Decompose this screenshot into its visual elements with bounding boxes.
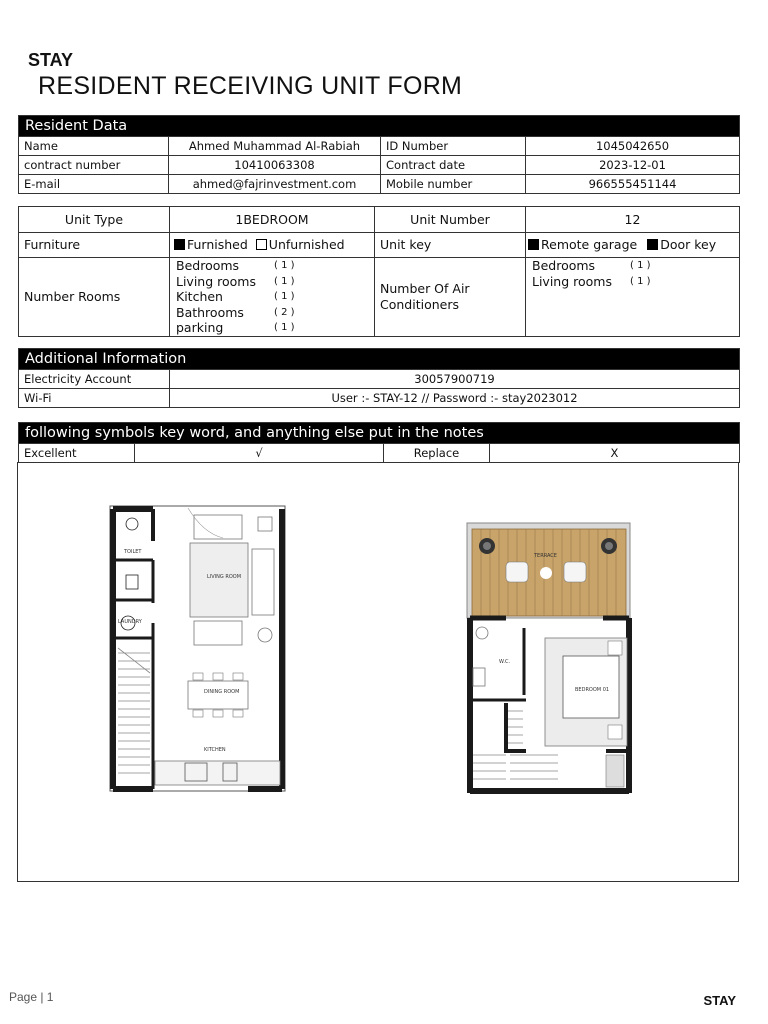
unit-type-label: Unit Type bbox=[19, 207, 170, 233]
symbols-key-table bbox=[18, 422, 740, 463]
ac-row bbox=[532, 258, 733, 274]
ac-count[interactable]: ( 1 ) bbox=[630, 275, 651, 287]
door-key-label: Door key bbox=[660, 237, 717, 252]
terrace-label: TERRACE bbox=[534, 553, 557, 559]
furnished-checkbox[interactable] bbox=[174, 239, 185, 250]
contract-number-label: contract number bbox=[19, 156, 169, 175]
room-name: Kitchen bbox=[176, 289, 223, 304]
page-number: Page | 1 bbox=[9, 990, 54, 1004]
floor-plans-panel bbox=[17, 462, 739, 882]
upper-floor-plan bbox=[18, 463, 738, 881]
room-count[interactable]: ( 1 ) bbox=[274, 260, 295, 271]
furniture-options bbox=[170, 233, 375, 258]
ac-row bbox=[532, 274, 733, 290]
room-name: Bedrooms bbox=[176, 258, 240, 273]
replace-symbol: X bbox=[490, 444, 740, 463]
room-row bbox=[176, 320, 368, 336]
additional-info-table bbox=[18, 348, 740, 408]
contract-date-value[interactable]: 2023-12-01 bbox=[526, 156, 740, 175]
room-row bbox=[176, 274, 368, 290]
dining-room-label: DINING ROOM bbox=[204, 689, 240, 695]
room-count[interactable]: ( 1 ) bbox=[274, 322, 295, 333]
remote-garage-label: Remote garage bbox=[541, 237, 638, 252]
wifi-value[interactable]: User :- STAY-12 // Password :- stay2023012 bbox=[170, 389, 740, 408]
resident-data-table bbox=[18, 115, 740, 194]
brand-logo: STAY bbox=[28, 50, 74, 70]
id-number-label: ID Number bbox=[381, 137, 526, 156]
unit-type-value[interactable]: 1BEDROOM bbox=[170, 207, 375, 233]
ac-list bbox=[526, 258, 740, 337]
footer-brand-logo: STAY bbox=[703, 993, 736, 1008]
room-count[interactable]: ( 1 ) bbox=[274, 291, 295, 302]
excellent-label: Excellent bbox=[19, 444, 135, 463]
additional-info-header: Additional Information bbox=[19, 349, 740, 370]
replace-label: Replace bbox=[384, 444, 490, 463]
room-row bbox=[176, 289, 368, 305]
email-label: E-mail bbox=[19, 175, 169, 194]
unit-number-label: Unit Number bbox=[375, 207, 526, 233]
page-title: RESIDENT RECEIVING UNIT FORM bbox=[38, 72, 463, 100]
room-row bbox=[176, 305, 368, 321]
ac-room-name: Bedrooms bbox=[532, 258, 596, 273]
unit-key-label: Unit key bbox=[375, 233, 526, 258]
unfurnished-label: Unfurnished bbox=[268, 237, 345, 252]
bedroom-label: BEDROOM 01 bbox=[575, 687, 610, 693]
room-count[interactable]: ( 1 ) bbox=[274, 275, 295, 287]
toilet-label: TOILET bbox=[124, 549, 142, 555]
mobile-number-label: Mobile number bbox=[381, 175, 526, 194]
room-count[interactable]: ( 2 ) bbox=[274, 306, 295, 318]
unit-key-options bbox=[526, 233, 740, 258]
remote-garage-checkbox[interactable] bbox=[528, 239, 539, 250]
room-row bbox=[176, 258, 368, 274]
name-label: Name bbox=[19, 137, 169, 156]
unit-number-value[interactable]: 12 bbox=[526, 207, 740, 233]
email-value[interactable]: ahmed@fajrinvestment.com bbox=[169, 175, 381, 194]
kitchen-label: KITCHEN bbox=[204, 747, 226, 753]
room-name: parking bbox=[176, 320, 224, 335]
door-key-checkbox[interactable] bbox=[647, 239, 658, 250]
air-conditioners-label: Number Of Air Conditioners bbox=[375, 258, 526, 337]
laundry-label: LAUNDRY bbox=[118, 619, 142, 625]
unfurnished-checkbox[interactable] bbox=[256, 239, 267, 250]
excellent-symbol: √ bbox=[135, 444, 384, 463]
contract-number-value[interactable]: 10410063308 bbox=[169, 156, 381, 175]
symbols-key-header: following symbols key word, and anything else put in the notes bbox=[19, 423, 740, 444]
furniture-label: Furniture bbox=[19, 233, 170, 258]
room-name: Bathrooms bbox=[176, 304, 244, 320]
ac-room-name: Living rooms bbox=[532, 273, 612, 289]
name-value[interactable]: Ahmed Muhammad Al-Rabiah bbox=[169, 137, 381, 156]
id-number-value[interactable]: 1045042650 bbox=[526, 137, 740, 156]
unit-info-table bbox=[18, 206, 740, 337]
room-name: Living rooms bbox=[176, 273, 256, 289]
living-room-label: LIVING ROOM bbox=[207, 574, 242, 580]
rooms-list bbox=[170, 258, 375, 337]
electricity-account-value[interactable]: 30057900719 bbox=[170, 370, 740, 389]
number-rooms-label: Number Rooms bbox=[19, 258, 170, 337]
electricity-account-label: Electricity Account bbox=[19, 370, 170, 389]
mobile-number-value[interactable]: 966555451144 bbox=[526, 175, 740, 194]
contract-date-label: Contract date bbox=[381, 156, 526, 175]
resident-data-header: Resident Data bbox=[19, 116, 740, 137]
wifi-label: Wi-Fi bbox=[19, 389, 170, 408]
wc-label: W.C. bbox=[499, 659, 511, 665]
ac-count[interactable]: ( 1 ) bbox=[630, 260, 651, 271]
furnished-label: Furnished bbox=[187, 237, 248, 252]
